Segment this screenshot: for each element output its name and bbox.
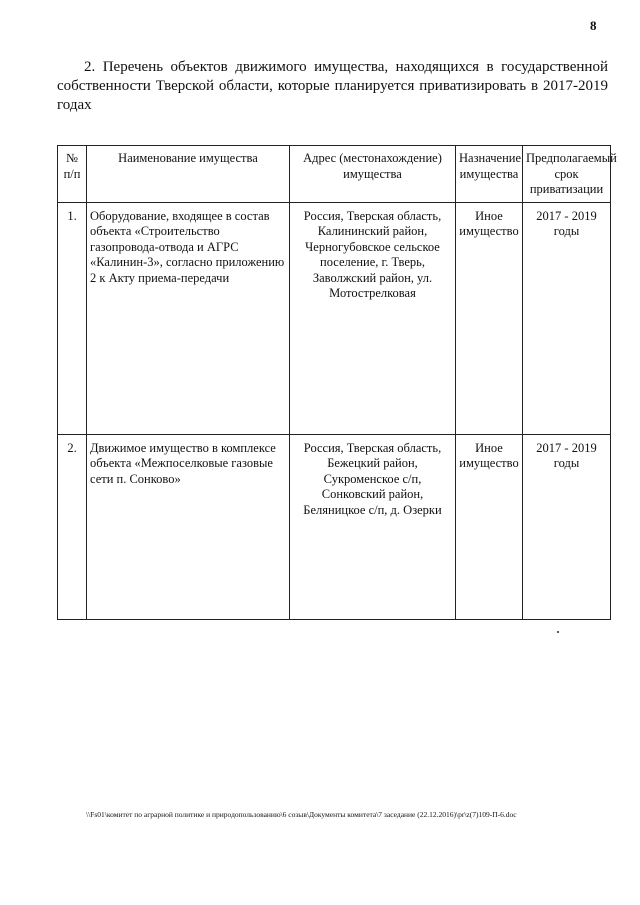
row-number: 1. — [58, 202, 87, 434]
table-row — [58, 202, 611, 434]
row-name: Движимое имущество в комплексе объекта «Межпоселковые газовые сети п. Сонково» — [87, 434, 290, 619]
table-header-row — [58, 146, 611, 203]
row-number: 2. — [58, 434, 87, 619]
header-purpose: Назначение имущества — [456, 146, 523, 203]
page-number: 8 — [590, 18, 597, 33]
row-address: Россия, Тверская область, Бежецкий район, Сукроменское с/п, Сонковский район, Беляницкое с/п, д. Озерки — [290, 434, 456, 619]
row-purpose: Иное имущество — [456, 202, 523, 434]
section-heading — [57, 58, 608, 115]
row-name: Оборудование, входящее в состав объекта «Строительство газопровода-отвода и АГРС «Калинин-3», согласно приложению 2 к Акту приема-передачи — [87, 202, 290, 434]
header-address: Адрес (местонахождение) имущества — [290, 146, 456, 203]
table-row — [58, 434, 611, 619]
movable-property-table — [57, 145, 617, 620]
row-purpose: Иное имущество — [456, 434, 523, 619]
stray-mark — [557, 631, 559, 633]
footer-file-path: \\Fs01\комитет по аграрной политике и природопользованию\6 созыв\Документы комитета\7 заседание (22.12.2016)\pr\z(7)109-П-6.doc — [86, 810, 517, 819]
row-term: 2017 - 2019 годы — [523, 434, 611, 619]
header-term: Предполагаемый срок приватизации — [523, 146, 611, 203]
header-number: № п/п — [58, 146, 87, 203]
row-term: 2017 - 2019 годы — [523, 202, 611, 434]
row-address: Россия, Тверская область, Калининский район, Черногубовское сельское поселение, г. Тверь, Заволжский район, ул. Мотострелковая — [290, 202, 456, 434]
header-name: Наименование имущества — [87, 146, 290, 203]
heading-text: 2. Перечень объектов движимого имущества, находящихся в государственной собственности Тверской области, которые планируется приватизировать в 2017-2019 годах — [57, 59, 608, 113]
